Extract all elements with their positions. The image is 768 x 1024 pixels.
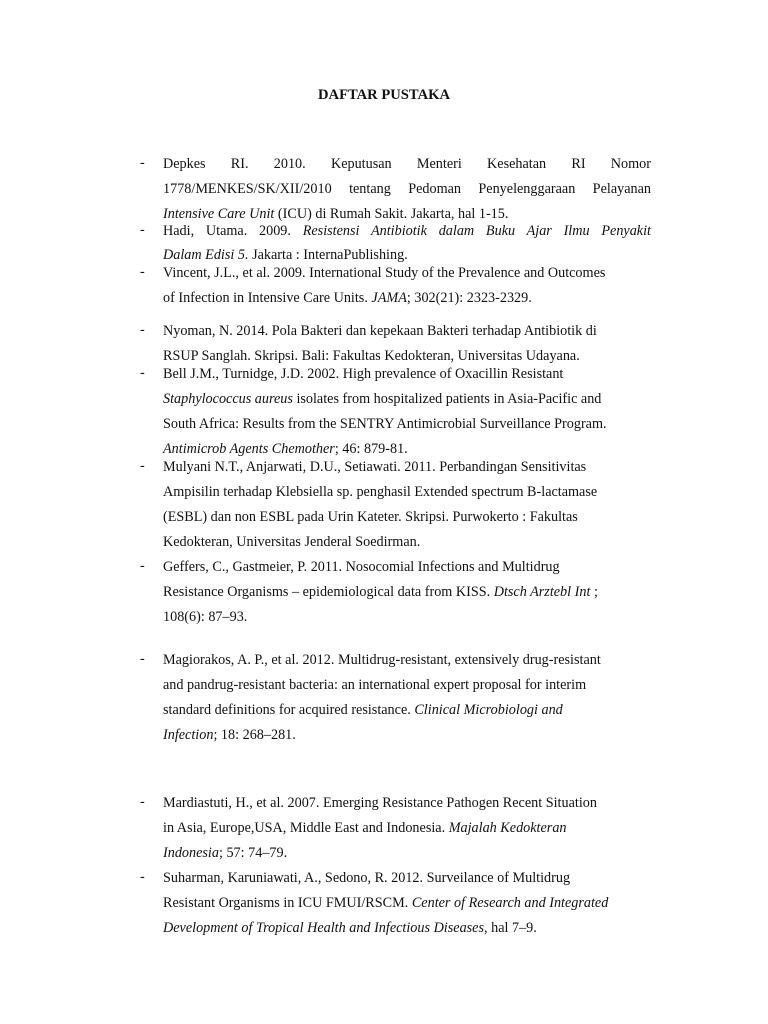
reference-italic-text: Clinical Microbiologi and: [414, 702, 563, 718]
reference-text: ; 18: 268–281.: [213, 727, 296, 743]
reference-text: Nyoman, N. 2014. Pola Bakteri dan kepekaan Bakteri terhadap Antibiotik di: [163, 323, 597, 339]
reference-italic-text: Dtsch Arztebl Int: [493, 584, 591, 600]
reference-line: [163, 533, 651, 551]
reference-line: [163, 440, 651, 458]
bullet-dash: -: [140, 264, 145, 280]
bullet-dash: -: [140, 222, 145, 238]
reference-text: Ampisilin terhadap Klebsiella sp. penghasil Extended spectrum B-lactamase: [163, 484, 598, 500]
reference-text: RSUP Sanglah. Skripsi. Bali: Fakultas Kedokteran, Universitas Udayana.: [163, 348, 580, 364]
reference-text: ; 46: 879-81.: [334, 441, 408, 457]
reference-italic-text: Infection: [163, 727, 214, 743]
reference-line: [163, 222, 651, 240]
reference-line: [163, 483, 651, 501]
reference-text: Mardiastuti, H., et al. 2007. Emerging Resistance Pathogen Recent Situation: [163, 795, 597, 811]
reference-text: Depkes RI. 2010. Keputusan Menteri Kesehatan RI Nomor: [163, 156, 651, 172]
reference-italic-text: Staphylococcus aureus: [163, 391, 293, 407]
reference-text: Mulyani N.T., Anjarwati, D.U., Setiawati. 2011. Perbandingan Sensitivitas: [163, 459, 587, 475]
reference-line: [163, 919, 651, 937]
reference-italic-text: Intensive Care Unit: [163, 206, 275, 222]
reference-text: , hal 7–9.: [484, 920, 537, 936]
reference-line: [163, 558, 651, 576]
reference-line: [163, 844, 651, 862]
reference-line: [163, 365, 651, 383]
reference-line: [163, 726, 651, 744]
reference-line: [163, 458, 651, 476]
reference-text: ; 57: 74–79.: [218, 845, 288, 861]
reference-text: Vincent, J.L., et al. 2009. International Study of the Prevalence and Outcomes: [163, 265, 606, 281]
reference-italic-text: JAMA: [371, 290, 407, 306]
reference-line: [163, 608, 651, 626]
reference-text: ; 302(21): 2323-2329.: [406, 290, 532, 306]
reference-line: [163, 205, 651, 223]
reference-line: [163, 390, 651, 408]
reference-line: [163, 246, 651, 264]
reference-line: [163, 289, 651, 307]
reference-text: isolates from hospitalized patients in Asia-Pacific and: [292, 391, 602, 407]
bullet-dash: -: [140, 869, 145, 885]
reference-text: standard definitions for acquired resistance.: [163, 702, 415, 718]
reference-italic-text: Resistensi Antibiotik dalam Buku Ajar Ilmu Penyakit: [302, 223, 651, 239]
reference-text: Resistant Organisms in ICU FMUI/RSCM.: [163, 895, 412, 911]
reference-line: [163, 894, 651, 912]
reference-line: [163, 794, 651, 812]
page-title: DAFTAR PUSTAKA: [317, 87, 451, 103]
reference-line: [163, 155, 651, 173]
bullet-dash: -: [140, 155, 145, 171]
reference-line: [163, 264, 651, 282]
reference-italic-text: Antimicrob Agents Chemother: [163, 441, 335, 457]
bullet-dash: -: [140, 322, 145, 338]
reference-text: in Asia, Europe,USA, Middle East and Indonesia.: [163, 820, 449, 836]
reference-text: ;: [590, 584, 598, 600]
bullet-dash: -: [140, 794, 145, 810]
reference-italic-text: Center of Research and Integrated: [411, 895, 609, 911]
reference-text: 1778/MENKES/SK/XII/2010 tentang Pedoman Penyelenggaraan Pelayanan: [163, 181, 651, 197]
reference-italic-text: Dalam Edisi 5.: [163, 247, 249, 263]
reference-line: [163, 819, 651, 837]
reference-line: [163, 651, 651, 669]
reference-line: [163, 676, 651, 694]
reference-line: [163, 180, 651, 198]
reference-text: and pandrug-resistant bacteria: an international expert proposal for interim: [163, 677, 587, 693]
reference-italic-text: Development of Tropical Health and Infectious Diseases: [163, 920, 485, 936]
reference-italic-text: Majalah Kedokteran: [448, 820, 567, 836]
reference-text: Resistance Organisms – epidemiological data from KISS.: [163, 584, 494, 600]
reference-line: [163, 322, 651, 340]
reference-line: [163, 347, 651, 365]
reference-text: (ESBL) dan non ESBL pada Urin Kateter. Skripsi. Purwokerto : Fakultas: [163, 509, 578, 525]
reference-text: Jakarta : InternaPublishing.: [248, 247, 408, 263]
reference-text: Hadi, Utama. 2009.: [163, 223, 303, 239]
reference-text: Magiorakos, A. P., et al. 2012. Multidrug-resistant, extensively drug-resistant: [163, 652, 601, 668]
bullet-dash: -: [140, 651, 145, 667]
reference-line: [163, 869, 651, 887]
reference-text: Bell J.M., Turnidge, J.D. 2002. High prevalence of Oxacillin Resistant: [163, 366, 564, 382]
reference-text: Suharman, Karuniawati, A., Sedono, R. 2012. Surveilance of Multidrug: [163, 870, 571, 886]
reference-italic-text: Indonesia: [163, 845, 219, 861]
bullet-dash: -: [140, 558, 145, 574]
reference-text: Geffers, C., Gastmeier, P. 2011. Nosocomial Infections and Multidrug: [163, 559, 560, 575]
bullet-dash: -: [140, 365, 145, 381]
reference-text: of Infection in Intensive Care Units.: [163, 290, 372, 306]
reference-line: [163, 583, 651, 601]
reference-text: 108(6): 87–93.: [163, 609, 248, 625]
reference-text: (ICU) di Rumah Sakit. Jakarta, hal 1-15.: [274, 206, 509, 222]
reference-line: [163, 508, 651, 526]
reference-text: Kedokteran, Universitas Jenderal Soedirman.: [163, 534, 421, 550]
reference-line: [163, 701, 651, 719]
bullet-dash: -: [140, 458, 145, 474]
reference-text: South Africa: Results from the SENTRY Antimicrobial Surveillance Program.: [163, 416, 607, 432]
reference-line: [163, 415, 651, 433]
